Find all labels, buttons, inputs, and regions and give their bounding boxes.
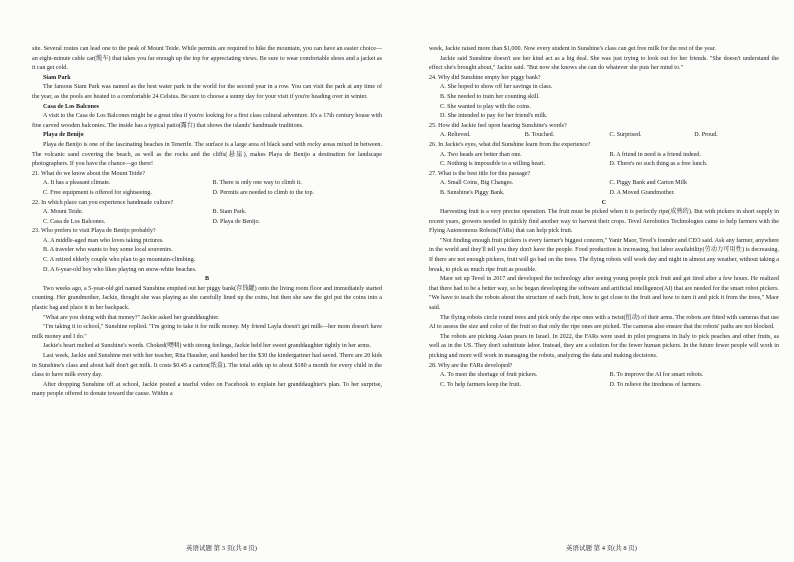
paragraph: Playa de Benijo is one of the fascinating beaches in Tenerife. The surface is a large area of black sand with rocky areas mixed in between. The volcanic sand covering the beach, as well as the rocks and the cliffs(悬崖), makes Playa de Benijo a destination for landscape photographers. If you have the chance—go there! xyxy=(32,141,382,168)
option: B. Siam Park. xyxy=(212,209,247,216)
option: A. To meet the shortage of fruit pickers. xyxy=(440,372,538,379)
options-row xyxy=(429,131,779,141)
option: D. Playa de Benijo. xyxy=(212,218,261,225)
option: B. Touched. xyxy=(524,132,555,139)
option: D. There's no such thing as a free lunch. xyxy=(609,161,708,168)
option: A. A middle-aged man who loves taking pictures. xyxy=(43,237,164,244)
paragraph: "Not finding enough fruit pickers is every farmer's biggest concern," Yanir Maor, Tevel's founder and CEO said. Ask any farmer, anywhere in the world and they'll tell you they don't have the people. Food production is increasing, but labor availability(劳动力可用性) is decreasing. If there are not enough pickers, fruit will go bad on the trees. The flying robots will work day and night in almost any weather, without taking a break, to pick as much ripe fruit as possible. xyxy=(429,237,780,273)
option: D. Permits are needed to climb to the top. xyxy=(212,189,315,196)
paragraph: Last week, Jackie and Sunshine met with her teacher, Rita Hausher, and handed her the $30 the kindergartner had saved. There are 20 kids in Sunshine's class and about half don't get milk. It costs $0.45 a carton(纸盒). The total adds up to about $180 a month for every child in the class to have milk every day. xyxy=(32,353,382,379)
section-letter: B xyxy=(204,276,210,283)
options-row xyxy=(32,208,382,218)
option: A. Small Coins, Big Changes. xyxy=(440,180,514,187)
option: C. She wanted to play with the coins. xyxy=(440,103,531,110)
options-row xyxy=(429,371,779,381)
option: A. Mount Teide. xyxy=(43,209,84,216)
paragraph: The flying robots circle round trees and pick only the ripe ones with a twist(扭动) of their arms. The robots are fitted with cameras that use AI to assess the size and color of the fruit so that only the ripe ones are picked. The cameras also ensure that the robots' paths are not blocked. xyxy=(429,314,780,331)
options-row xyxy=(429,151,779,161)
option: C. A retired elderly couple who plan to go mountain-climbing. xyxy=(43,257,196,264)
paragraph: Maor set up Tevel in 2017 and developed the technology after seeing young people pick fruit and get tired after a few hours. He realized that there had to be a better way, so he began developing the software and artificial intelligence(AI) that are needed for the smart robot pickers. "We have to teach the robots about the structure of each fruit, how to get close to the fruit and how to turn it and pick it from the trees," Maor said. xyxy=(429,276,779,312)
question-26: 26. In Jackie's eyes, what did Sunshine learn from the experience? xyxy=(429,141,591,148)
options-row xyxy=(429,189,779,199)
paragraph: After dropping Sunshine off at school, Jackie posted a tearful video on Facebook to explain her granddaughter's plan. To her surprise, many people offered to donate toward the cause. Within a xyxy=(32,381,382,398)
option: C. Surprised. xyxy=(609,132,642,139)
question-24: 24. Why did Sunshine empty her piggy bank? xyxy=(429,74,541,81)
paragraph: The robots are picking Asian pears in Israel. In 2022, the FARs were used in pilot programs in Italy to pick peaches and other fruits, as well as in the US. They don't substitute labor. Instead, they are a solution for the fewer human pickers. In the future fewer people will work in picking and more will work in managing the robots, analyzing the data and making decisions. xyxy=(429,333,779,359)
question-25: 25. How did Jackie feel upon hearing Sunshine's words? xyxy=(429,122,567,129)
option: A. Relieved. xyxy=(440,132,471,139)
section-heading: Casa de Los Balcones xyxy=(43,103,100,110)
option: B. A traveler who wants to buy some local souvenirs. xyxy=(43,247,173,254)
section-heading: Playa de Benijo xyxy=(43,132,84,139)
option: B. There is only one way to climb it. xyxy=(212,180,302,187)
page-3-column xyxy=(32,45,382,400)
options-row xyxy=(429,160,779,170)
question-22: 22. In which place can you experience handmade culture? xyxy=(32,199,174,206)
option: D. Proud. xyxy=(694,132,718,139)
option: B. She needed to train her counting skill. xyxy=(440,93,540,100)
option: A. It has a pleasant climate. xyxy=(43,180,111,187)
options-row xyxy=(32,189,382,199)
paragraph: Two weeks ago, a 5-year-old girl named Sunshine emptied out her piggy bank(存钱罐) onto the living room floor and immediately started counting. Her grandmother, Jackie, thought she was playing as she carefully lined up the coins, but then she saw the girl put the coins into a plastic bag and place it in her backpack. xyxy=(32,285,382,312)
section-letter: C xyxy=(601,199,607,206)
option: D. To relieve the tiredness of farmers. xyxy=(609,381,702,388)
paragraph: "What are you doing with that money?" Jackie asked her granddaughter. xyxy=(43,314,220,321)
options-row xyxy=(32,218,382,228)
option: D. She intended to pay for her friend's milk. xyxy=(440,113,548,120)
option: D. A 6-year-old boy who likes playing on snow-white beaches. xyxy=(43,266,197,273)
page-footer-right: 英语试题 第 4 页(共 8 页) xyxy=(566,545,637,552)
options-row xyxy=(32,179,382,189)
option: B. To improve the AI for smart robots. xyxy=(609,372,704,379)
question-27: 27. What is the best title for this passage? xyxy=(429,170,531,177)
question-23: 23. Who prefers to visit Playa de Benijo probably? xyxy=(32,228,156,235)
section-heading: Siam Park xyxy=(43,74,71,81)
option: C. Casa de Los Balcones. xyxy=(43,218,106,225)
paragraph: site. Several routes can lead one to the peak of Mount Teide. While permits are required to hike the mountain, you can have an easier choice—an eight-minute cable car(缆车) that takes you far enough up the top for appreciating views. Be sure to wear comfortable shoes and a jacket as it can get cold. xyxy=(32,46,382,72)
option: D. A Moved Grandmother. xyxy=(609,189,675,196)
page-footer-left: 英语试题 第 3 页(共 8 页) xyxy=(186,545,257,552)
question-28: 28. Why are the FARs developed? xyxy=(429,362,513,369)
option: C. To help farmers keep the fruit. xyxy=(440,381,522,388)
option: C. Nothing is impossible to a willing heart. xyxy=(440,161,546,168)
question-21: 21. What do we know about the Mount Teide? xyxy=(32,170,145,177)
option: B. Sunshine's Piggy Bank. xyxy=(440,189,505,196)
paragraph: A visit to the Casa de Los Balcones might be a great idea if you're looking for a first class cultural adventure. It's a 17th century house with fine carved wooden balconies. The inside has a typical patio(露台) that shows the islands' handmade traditions. xyxy=(32,113,382,129)
paragraph: Jackie said Sunshine doesn't see her kind act as a big deal. She was just trying to look out for her friends. "She doesn't understand the effect she's brought about," Jackie said. "But now she knows she can do whatever she puts her mind to." xyxy=(429,55,779,72)
paragraph: Jackie's heart melted at Sunshine's words. Choked(哽咽) with strong feelings, Jackie held her sweet granddaughter tightly in her arms. xyxy=(43,343,371,350)
paragraph: The famous Siam Park was named as the best water park in the world for the second year in a row. You can visit the park at any time of the year, as the pools are heated to a comfortable 24 Celsius. Be sure to choose a sunny day for your visit if you're heading over in winter. xyxy=(32,84,382,100)
paragraph: Harvesting fruit is a very precise operation. The fruit must be picked when it is perfectly ripe(成熟的). But with pickers in short supply in recent years, growers needed to quickly find another way to harvest their crops. Tevel Aerobotics Technologies came to help farmers with the Flying Autonomous Robots(FARs) that can help pick fruit. xyxy=(429,209,779,235)
paragraph: "I'm taking it to school," Sunshine replied. "I'm going to take it for milk money. My friend Layla doesn't get milk—her mom doesn't have milk money and I do." xyxy=(32,324,382,340)
page-4-column xyxy=(429,45,779,390)
option: C. Piggy Bank and Carton Milk xyxy=(609,180,688,187)
option: C. Free equipment is offered for sightseeing. xyxy=(43,189,152,196)
option: A. She hoped to show off her savings in class. xyxy=(440,84,553,91)
options-row xyxy=(429,381,779,391)
paragraph: week, Jackie raised more than $1,000. Now every student in Sunshine's class can get free milk for the rest of the year. xyxy=(429,46,716,52)
option: B. A friend in need is a friend indeed. xyxy=(609,151,701,158)
options-row xyxy=(429,179,779,189)
option: A. Two heads are better than one. xyxy=(440,151,522,158)
